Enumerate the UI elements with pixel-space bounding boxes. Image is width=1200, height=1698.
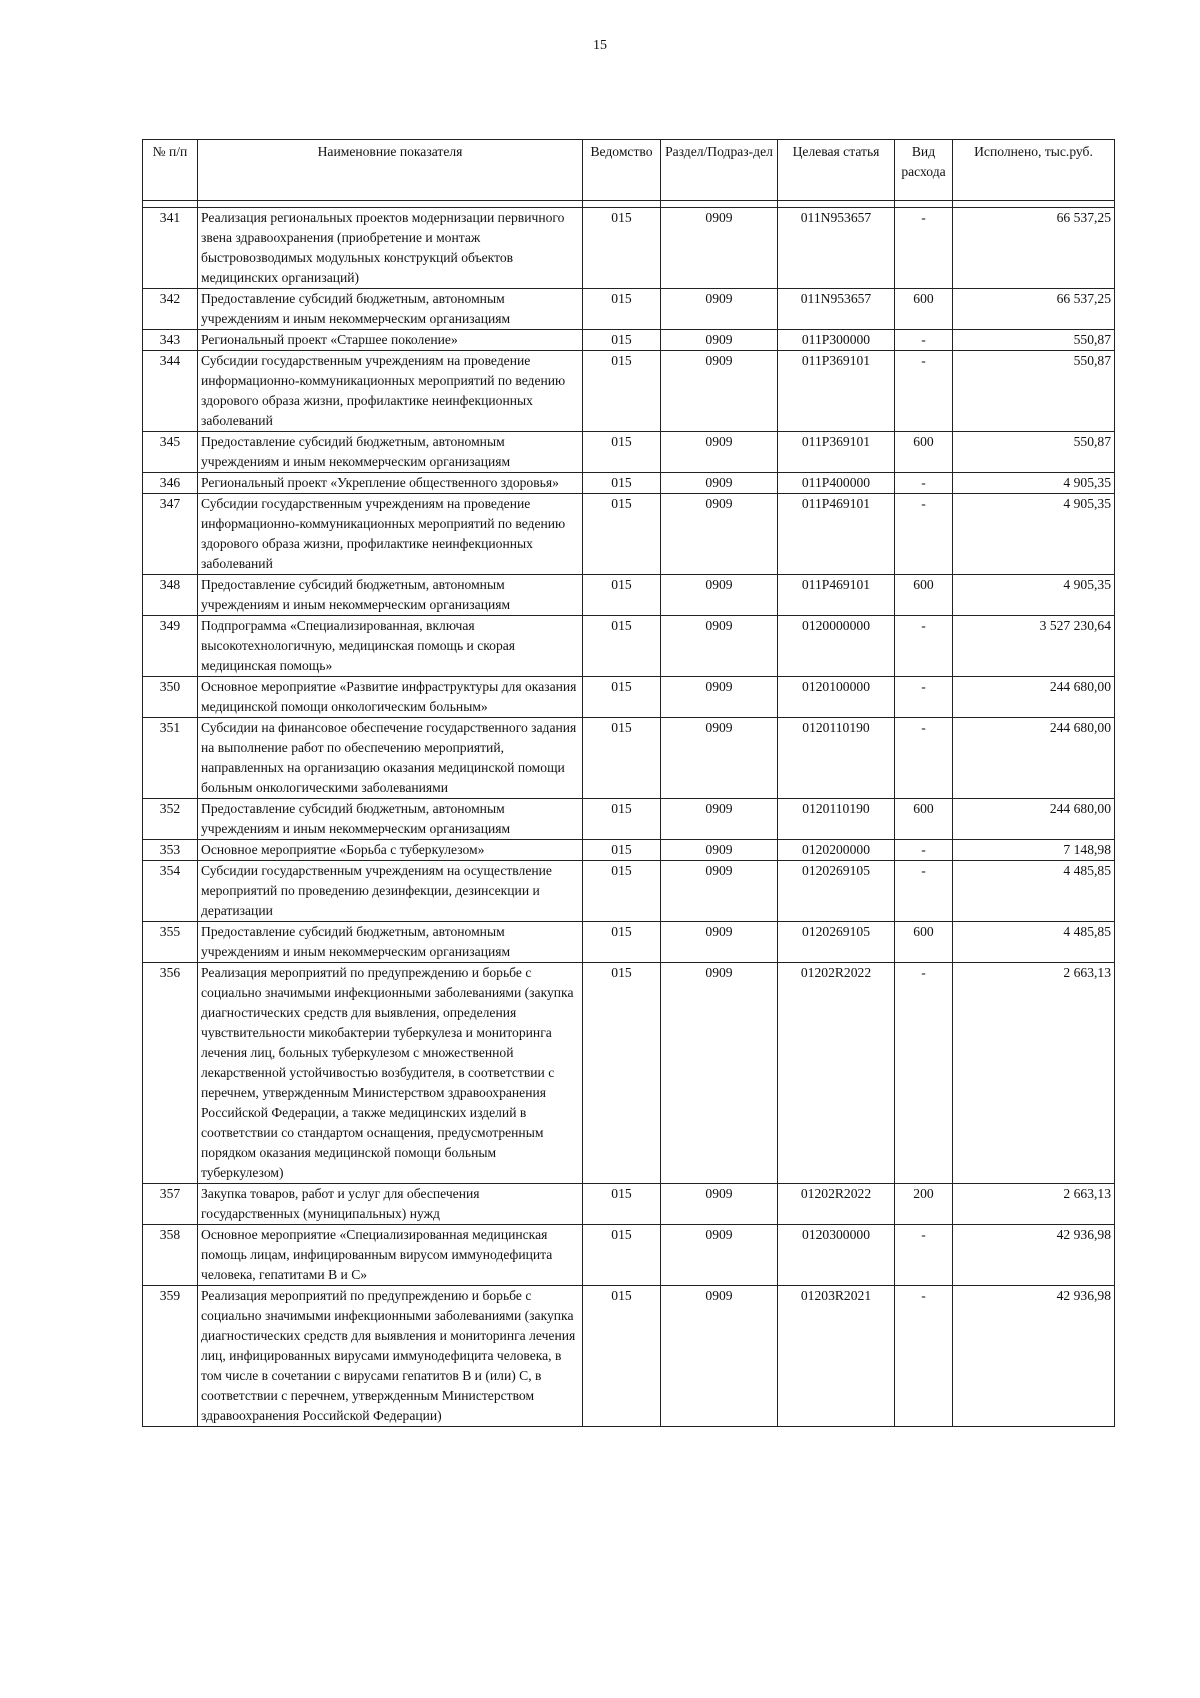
- row-target: 01203R2021: [778, 1286, 895, 1427]
- row-expense-type: 600: [895, 799, 953, 840]
- row-target: 011P369101: [778, 432, 895, 473]
- row-dept: 015: [583, 840, 661, 861]
- row-name: Предоставление субсидий бюджетным, автономным учреждениям и иным некоммерческим организациям: [198, 432, 583, 473]
- row-target: 011N953657: [778, 289, 895, 330]
- row-number: 355: [143, 922, 198, 963]
- table-row: [143, 351, 1115, 432]
- row-dept: 015: [583, 799, 661, 840]
- row-target: 011P400000: [778, 473, 895, 494]
- row-number: 350: [143, 677, 198, 718]
- row-number: 357: [143, 1184, 198, 1225]
- page-number: 15: [593, 38, 607, 53]
- row-dept: 015: [583, 494, 661, 575]
- row-section: 0909: [661, 1225, 778, 1286]
- row-amount: 3 527 230,64: [953, 616, 1115, 677]
- row-section: 0909: [661, 289, 778, 330]
- row-target: 011P469101: [778, 575, 895, 616]
- row-dept: 015: [583, 330, 661, 351]
- row-section: 0909: [661, 799, 778, 840]
- row-amount: 244 680,00: [953, 718, 1115, 799]
- row-section: 0909: [661, 677, 778, 718]
- row-number: 347: [143, 494, 198, 575]
- row-name: Субсидии государственным учреждениям на осуществление мероприятий по проведению дезинфекции, дезинсекции и дератизации: [198, 861, 583, 922]
- row-dept: 015: [583, 718, 661, 799]
- row-expense-type: -: [895, 677, 953, 718]
- table-row: [143, 575, 1115, 616]
- row-name: Субсидии государственным учреждениям на проведение информационно-коммуникационных мероприятий по ведению здорового образа жизни, профилактике неинфекционных заболеваний: [198, 351, 583, 432]
- row-dept: 015: [583, 677, 661, 718]
- row-target: 011P369101: [778, 351, 895, 432]
- table-row: [143, 1184, 1115, 1225]
- row-amount: 550,87: [953, 330, 1115, 351]
- row-expense-type: -: [895, 330, 953, 351]
- budget-table: [142, 139, 1115, 1427]
- table-row: [143, 922, 1115, 963]
- row-name: Предоставление субсидий бюджетным, автономным учреждениям и иным некоммерческим организациям: [198, 575, 583, 616]
- row-expense-type: 600: [895, 575, 953, 616]
- row-dept: 015: [583, 289, 661, 330]
- row-expense-type: 600: [895, 432, 953, 473]
- row-name: Субсидии государственным учреждениям на проведение информационно-коммуникационных мероприятий по ведению здорового образа жизни, профилактике неинфекционных заболеваний: [198, 494, 583, 575]
- row-name: Реализация региональных проектов модернизации первичного звена здравоохранения (приобретение и монтаж быстровозводимых модульных конструкций объектов медицинских организаций): [198, 208, 583, 289]
- table-row: [143, 330, 1115, 351]
- row-section: 0909: [661, 494, 778, 575]
- row-section: 0909: [661, 840, 778, 861]
- row-section: 0909: [661, 718, 778, 799]
- row-section: 0909: [661, 1184, 778, 1225]
- row-dept: 015: [583, 616, 661, 677]
- row-target: 0120269105: [778, 861, 895, 922]
- row-expense-type: 600: [895, 289, 953, 330]
- row-number: 358: [143, 1225, 198, 1286]
- row-name: Реализация мероприятий по предупреждению и борьбе с социально значимыми инфекционными заболеваниями (закупка диагностических средств для выявления, определения чувствительности микобактерии туберкулеза и мониторинга лечения лиц, больных туберкулезом с множественной лекарственной устойчивостью возбудителя, в соответствии с перечнем, утвержденным Министерством здравоохранения Российской Федерации, а также медицинских изделий в соответствии со стандартом оснащения, предусмотренным порядком оказания медицинской помощи больным туберкулезом): [198, 963, 583, 1184]
- row-amount: 2 663,13: [953, 1184, 1115, 1225]
- row-dept: 015: [583, 432, 661, 473]
- row-name: Закупка товаров, работ и услуг для обеспечения государственных (муниципальных) нужд: [198, 1184, 583, 1225]
- header-executed: Исполнено, тыс.руб.: [953, 140, 1115, 201]
- row-name: Региональный проект «Старшее поколение»: [198, 330, 583, 351]
- row-target: 01202R2022: [778, 963, 895, 1184]
- row-amount: 550,87: [953, 432, 1115, 473]
- row-dept: 015: [583, 575, 661, 616]
- row-amount: 4 905,35: [953, 473, 1115, 494]
- row-amount: 7 148,98: [953, 840, 1115, 861]
- row-amount: 66 537,25: [953, 289, 1115, 330]
- row-expense-type: -: [895, 1286, 953, 1427]
- row-expense-type: -: [895, 840, 953, 861]
- table-row: [143, 494, 1115, 575]
- row-amount: 4 485,85: [953, 922, 1115, 963]
- row-number: 344: [143, 351, 198, 432]
- table-row: [143, 289, 1115, 330]
- row-amount: 244 680,00: [953, 677, 1115, 718]
- row-section: 0909: [661, 473, 778, 494]
- row-name: Подпрограмма «Специализированная, включая высокотехнологичную, медицинская помощь и скорая медицинская помощь»: [198, 616, 583, 677]
- row-section: 0909: [661, 861, 778, 922]
- row-expense-type: -: [895, 351, 953, 432]
- table-row: [143, 799, 1115, 840]
- row-expense-type: -: [895, 616, 953, 677]
- row-number: 353: [143, 840, 198, 861]
- row-amount: 4 485,85: [953, 861, 1115, 922]
- row-expense-type: 200: [895, 1184, 953, 1225]
- row-name: Субсидии на финансовое обеспечение государственного задания на выполнение работ по обеспечению мероприятий, направленных на организацию оказания медицинской помощи больным онкологическими заболеваниями: [198, 718, 583, 799]
- row-target: 0120300000: [778, 1225, 895, 1286]
- row-target: 011P469101: [778, 494, 895, 575]
- row-expense-type: -: [895, 208, 953, 289]
- table-row: [143, 963, 1115, 1184]
- row-expense-type: -: [895, 718, 953, 799]
- row-dept: 015: [583, 1184, 661, 1225]
- table-header-row: [143, 140, 1115, 201]
- row-number: 349: [143, 616, 198, 677]
- row-number: 351: [143, 718, 198, 799]
- row-name: Предоставление субсидий бюджетным, автономным учреждениям и иным некоммерческим организациям: [198, 922, 583, 963]
- row-expense-type: -: [895, 963, 953, 1184]
- row-amount: 2 663,13: [953, 963, 1115, 1184]
- row-number: 342: [143, 289, 198, 330]
- row-dept: 015: [583, 922, 661, 963]
- row-name: Основное мероприятие «Специализированная медицинская помощь лицам, инфицированным вирусом иммунодефицита человека, гепатитами В и С»: [198, 1225, 583, 1286]
- row-target: 011P300000: [778, 330, 895, 351]
- row-section: 0909: [661, 208, 778, 289]
- row-amount: 244 680,00: [953, 799, 1115, 840]
- row-expense-type: 600: [895, 922, 953, 963]
- row-target: 011N953657: [778, 208, 895, 289]
- table-row: [143, 208, 1115, 289]
- header-target: Целевая статья: [778, 140, 895, 201]
- table-row: [143, 861, 1115, 922]
- row-number: 341: [143, 208, 198, 289]
- row-amount: 4 905,35: [953, 494, 1115, 575]
- row-dept: 015: [583, 861, 661, 922]
- row-target: 0120110190: [778, 718, 895, 799]
- row-dept: 015: [583, 473, 661, 494]
- row-name: Предоставление субсидий бюджетным, автономным учреждениям и иным некоммерческим организациям: [198, 799, 583, 840]
- header-dept: Ведомство: [583, 140, 661, 201]
- row-expense-type: -: [895, 1225, 953, 1286]
- table-row: [143, 718, 1115, 799]
- row-expense-type: -: [895, 473, 953, 494]
- row-target: 0120100000: [778, 677, 895, 718]
- row-dept: 015: [583, 351, 661, 432]
- row-target: 0120269105: [778, 922, 895, 963]
- row-target: 0120110190: [778, 799, 895, 840]
- header-expense-type: Вид расхода: [895, 140, 953, 201]
- row-section: 0909: [661, 1286, 778, 1427]
- row-number: 345: [143, 432, 198, 473]
- table-row: [143, 1225, 1115, 1286]
- row-section: 0909: [661, 330, 778, 351]
- table-row: [143, 1286, 1115, 1427]
- table-row: [143, 473, 1115, 494]
- table-body: [143, 208, 1115, 1427]
- row-amount: 4 905,35: [953, 575, 1115, 616]
- header-num: № п/п: [143, 140, 198, 201]
- table-row: [143, 432, 1115, 473]
- row-amount: 550,87: [953, 351, 1115, 432]
- row-name: Основное мероприятие «Борьба с туберкулезом»: [198, 840, 583, 861]
- row-amount: 42 936,98: [953, 1225, 1115, 1286]
- table-row: [143, 840, 1115, 861]
- row-amount: 42 936,98: [953, 1286, 1115, 1427]
- row-amount: 66 537,25: [953, 208, 1115, 289]
- row-target: 0120000000: [778, 616, 895, 677]
- header-name: Наименовние показателя: [198, 140, 583, 201]
- row-target: 0120200000: [778, 840, 895, 861]
- row-expense-type: -: [895, 494, 953, 575]
- row-name: Основное мероприятие «Развитие инфраструктуры для оказания медицинской помощи онкологическим больным»: [198, 677, 583, 718]
- row-section: 0909: [661, 432, 778, 473]
- header-section: Раздел/Подраз-дел: [661, 140, 778, 201]
- row-number: 354: [143, 861, 198, 922]
- header-spacer-row: [143, 201, 1115, 208]
- row-section: 0909: [661, 351, 778, 432]
- row-name: Региональный проект «Укрепление общественного здоровья»: [198, 473, 583, 494]
- row-target: 01202R2022: [778, 1184, 895, 1225]
- row-number: 352: [143, 799, 198, 840]
- row-section: 0909: [661, 616, 778, 677]
- row-name: Реализация мероприятий по предупреждению и борьбе с социально значимыми инфекционными заболеваниями (закупка диагностических средств для выявления и мониторинга лечения лиц, инфицированных вирусами иммунодефицита человека, в том числе в сочетании с вирусами гепатитов В и (или) С, в соответствии с перечнем, утвержденным Министерством здравоохранения Российской Федерации): [198, 1286, 583, 1427]
- row-dept: 015: [583, 208, 661, 289]
- row-dept: 015: [583, 963, 661, 1184]
- row-section: 0909: [661, 963, 778, 1184]
- row-dept: 015: [583, 1286, 661, 1427]
- row-number: 343: [143, 330, 198, 351]
- table-row: [143, 616, 1115, 677]
- row-number: 346: [143, 473, 198, 494]
- row-number: 348: [143, 575, 198, 616]
- table-row: [143, 677, 1115, 718]
- row-number: 356: [143, 963, 198, 1184]
- row-section: 0909: [661, 922, 778, 963]
- row-section: 0909: [661, 575, 778, 616]
- row-expense-type: -: [895, 861, 953, 922]
- row-name: Предоставление субсидий бюджетным, автономным учреждениям и иным некоммерческим организациям: [198, 289, 583, 330]
- row-dept: 015: [583, 1225, 661, 1286]
- row-number: 359: [143, 1286, 198, 1427]
